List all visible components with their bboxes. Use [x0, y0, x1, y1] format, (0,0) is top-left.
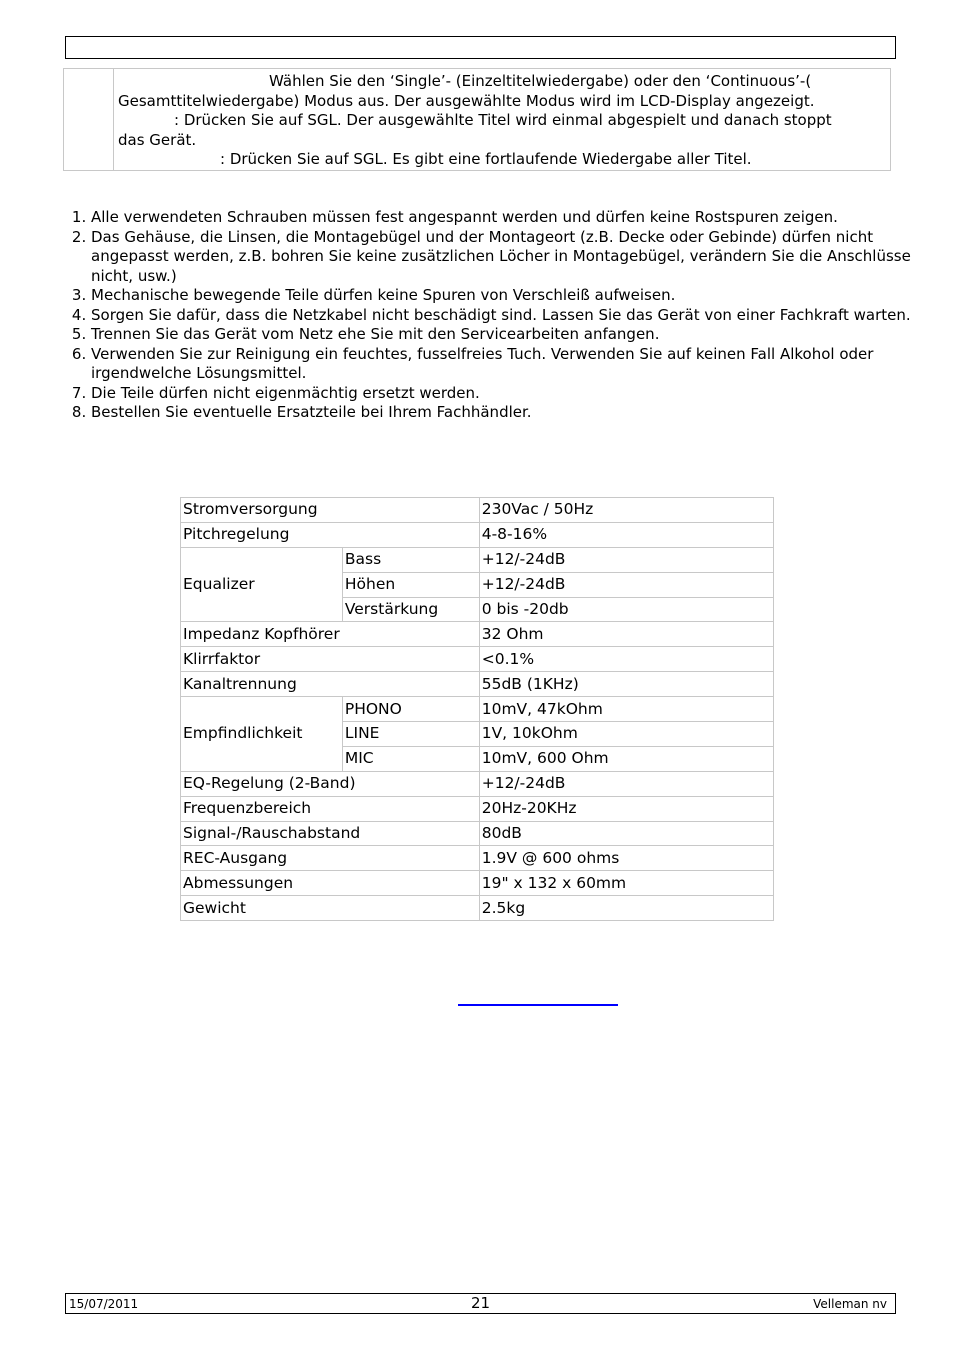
spec-value: +12/-24dB [479, 547, 773, 572]
page-header-box [65, 36, 896, 59]
spec-label: Kanaltrennung [181, 672, 480, 697]
spec-sublabel: LINE [342, 722, 479, 747]
spec-value: 55dB (1KHz) [479, 672, 773, 697]
spec-label: Pitchregelung [181, 522, 480, 547]
spec-value: 4-8-16% [479, 522, 773, 547]
footer-company: Velleman nv [813, 1297, 887, 1311]
list-item: 2. Das Gehäuse, die Linsen, die Montagebügel und der Montageort (z.B. Decke oder Gebinde) dürfen nicht angepasst werden, z.B. bohren Sie keine zusätzlichen Löcher in Montagebügel, verändern Sie die Anschlüsse nicht, usw.) [91, 228, 951, 287]
spec-value: 19" x 132 x 60mm [479, 871, 773, 896]
spec-label: Empfindlichkeit [181, 697, 343, 772]
table-row [181, 522, 774, 547]
list-item: 7. Die Teile dürfen nicht eigenmächtig ersetzt werden. [91, 384, 951, 404]
hyperlink-underline[interactable] [458, 1004, 618, 1006]
table-row [181, 821, 774, 846]
spec-label: Klirrfaktor [181, 647, 480, 672]
list-item: 4. Sorgen Sie dafür, dass die Netzkabel nicht beschädigt sind. Lassen Sie das Gerät von einer Fachkraft warten. [91, 306, 951, 326]
mode-description-text [118, 72, 890, 170]
mode-line-5: : Drücken Sie auf SGL. Es gibt eine fortlaufende Wiedergabe aller Titel. [220, 150, 752, 168]
table-row [181, 622, 774, 647]
list-item: 5. Trennen Sie das Gerät vom Netz ehe Sie mit den Servicearbeiten anfangen. [91, 325, 951, 345]
spec-value: 230Vac / 50Hz [479, 498, 773, 523]
spec-label: REC-Ausgang [181, 846, 480, 871]
spec-value: 10mV, 600 Ohm [479, 746, 773, 771]
mode-line-4: das Gerät. [118, 130, 197, 149]
spec-value: +12/-24dB [479, 572, 773, 597]
mode-description-box [63, 68, 891, 171]
spec-label: Frequenzbereich [181, 796, 480, 821]
spec-sublabel: PHONO [342, 697, 479, 722]
spec-sublabel: MIC [342, 746, 479, 771]
page-number: 21 [470, 1294, 491, 1312]
table-row [181, 796, 774, 821]
list-item: 3. Mechanische bewegende Teile dürfen keine Spuren von Verschleiß aufweisen. [91, 286, 951, 306]
spec-sublabel: Höhen [342, 572, 479, 597]
spec-value: +12/-24dB [479, 771, 773, 796]
spec-label: EQ-Regelung (2-Band) [181, 771, 480, 796]
table-row [181, 672, 774, 697]
table-row [181, 547, 774, 572]
mode-line-1: Wählen Sie den ‘Single’- (Einzeltitelwiedergabe) oder den ‘Continuous’-( [269, 72, 812, 90]
table-row [181, 896, 774, 921]
spec-value: 2.5kg [479, 896, 773, 921]
spec-label: Stromversorgung [181, 498, 480, 523]
table-row [181, 697, 774, 722]
spec-value: 1.9V @ 600 ohms [479, 846, 773, 871]
spec-value: 1V, 10kOhm [479, 722, 773, 747]
spec-value: 80dB [479, 821, 773, 846]
mode-line-3: : Drücken Sie auf SGL. Der ausgewählte Titel wird einmal abgespielt und danach stoppt [174, 111, 832, 129]
mode-line-2: Gesamttitelwiedergabe) Modus aus. Der ausgewählte Modus wird im LCD-Display angezeigt. [118, 91, 815, 110]
footer-date: 15/07/2011 [69, 1297, 139, 1311]
mode-label-cell [64, 69, 114, 170]
spec-sublabel: Bass [342, 547, 479, 572]
list-item: 6. Verwenden Sie zur Reinigung ein feuchtes, fusselfreies Tuch. Verwenden Sie auf keinen Fall Alkohol oder irgendwelche Lösungsmittel. [91, 345, 951, 384]
spec-label: Signal-/Rauschabstand [181, 821, 480, 846]
table-row [181, 846, 774, 871]
page-footer [65, 1293, 896, 1314]
table-row [181, 871, 774, 896]
spec-value: 32 Ohm [479, 622, 773, 647]
spec-label: Equalizer [181, 547, 343, 622]
spec-label: Impedanz Kopfhörer [181, 622, 480, 647]
maintenance-list [36, 208, 951, 423]
spec-sublabel: Verstärkung [342, 597, 479, 622]
spec-value: 0 bis -20db [479, 597, 773, 622]
spec-value: <0.1% [479, 647, 773, 672]
spec-value: 10mV, 47kOhm [479, 697, 773, 722]
spec-table [180, 497, 774, 921]
list-item: 1. Alle verwendeten Schrauben müssen fest angespannt werden und dürfen keine Rostspuren zeigen. [91, 208, 951, 228]
table-row [181, 498, 774, 523]
table-row [181, 771, 774, 796]
spec-label: Gewicht [181, 896, 480, 921]
table-row [181, 647, 774, 672]
spec-value: 20Hz-20KHz [479, 796, 773, 821]
list-item: 8. Bestellen Sie eventuelle Ersatzteile bei Ihrem Fachhändler. [91, 403, 951, 423]
spec-label: Abmessungen [181, 871, 480, 896]
